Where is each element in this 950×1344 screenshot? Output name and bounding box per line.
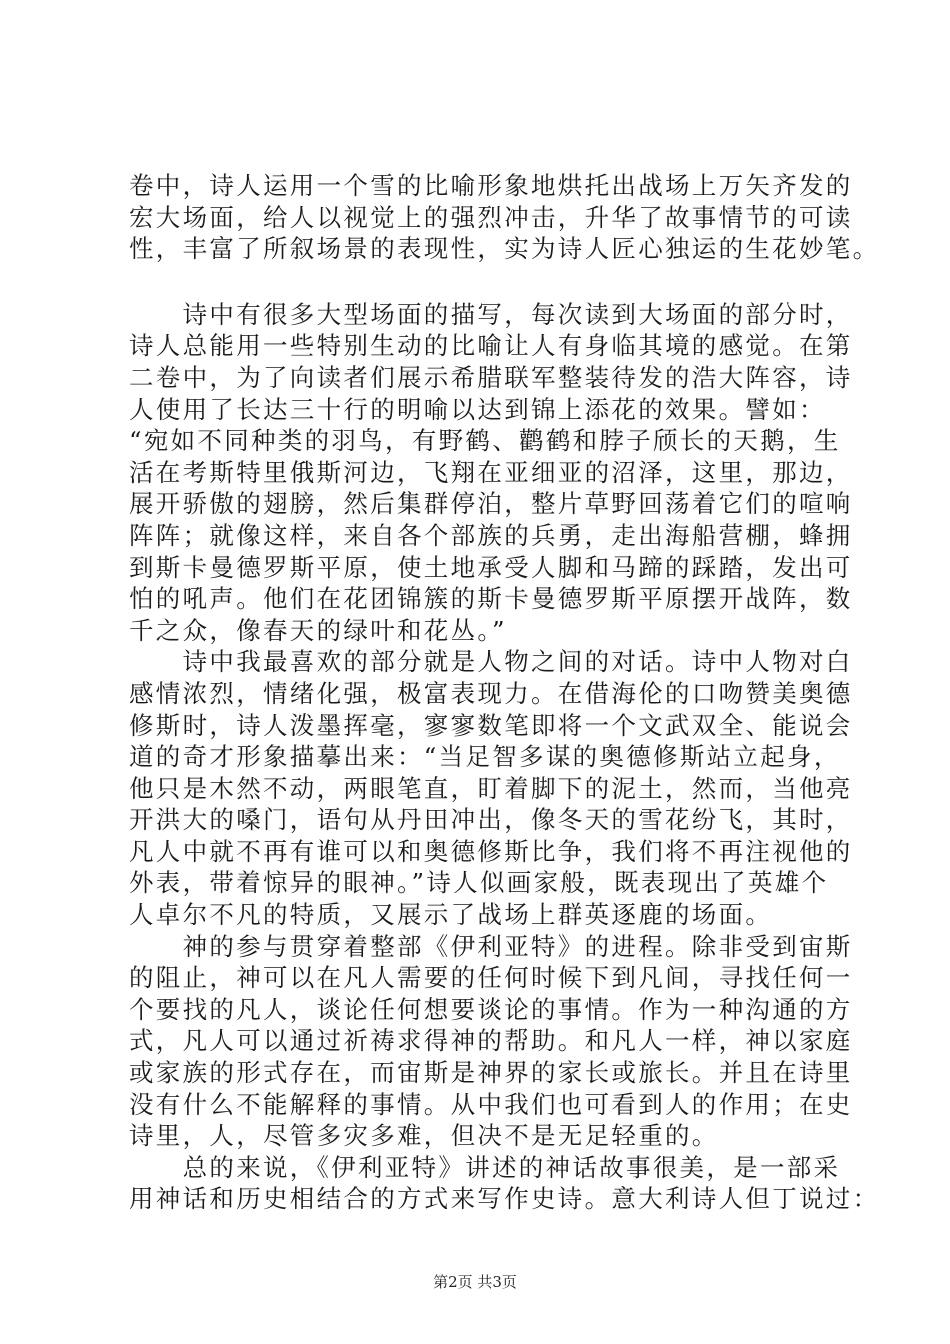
text-line: 或家族的形式存在，而宙斯是神界的家长或旅长。并且在诗里 xyxy=(129,1058,853,1088)
text-line: 诗人总能用一些特别生动的比喻让人有身临其境的感觉。在第 xyxy=(129,331,853,361)
text-line: 展开骄傲的翅膀，然后集群停泊，整片草野回荡着它们的喧响 xyxy=(129,489,853,519)
paragraph xyxy=(129,299,853,647)
text-line: 宏大场面，给人以视觉上的强烈冲击，升华了故事情节的可读 xyxy=(129,202,853,232)
text-line: 凡人中就不再有谁可以和奥德修斯比争，我们将不再注视他的 xyxy=(129,836,853,866)
paragraph xyxy=(129,646,853,930)
paragraph xyxy=(129,1152,880,1215)
text-line: 诗里，人，尽管多灾多难，但决不是无足轻重的。 xyxy=(129,1121,719,1151)
page-number-footer: 第2页 共3页 xyxy=(433,1273,517,1291)
text-line: 道的奇才形象描摹出来：“当足智多谋的奥德修斯站立起身， xyxy=(129,742,841,772)
text-line: 卷中，诗人运用一个雪的比喻形象地烘托出战场上万矢齐发的 xyxy=(129,171,853,200)
text-line: 诗中我最喜欢的部分就是人物之间的对话。诗中人物对白 xyxy=(129,647,853,677)
text-line: 式，凡人可以通过祈祷求得神的帮助。和凡人一样，神以家庭 xyxy=(129,1026,853,1056)
text-line: 修斯时，诗人泼墨挥毫，寥寥数笔即将一个文武双全、能说会 xyxy=(129,710,853,740)
text-line: 神的参与贯穿着整部《伊利亚特》的进程。除非受到宙斯 xyxy=(129,931,853,961)
text-line: 性，丰富了所叙场景的表现性，实为诗人匠心独运的生花妙笔。 xyxy=(129,234,880,264)
text-line: 总的来说，《伊利亚特》讲述的神话故事很美，是一部采 xyxy=(129,1152,841,1182)
text-line: 他只是木然不动，两眼笔直，盯着脚下的泥土，然而，当他亮 xyxy=(129,773,853,803)
paragraph xyxy=(129,170,880,265)
text-line: 千之众，像春天的绿叶和花丛。” xyxy=(129,615,507,645)
text-line: 人使用了长达三十行的明喻以达到锦上添花的效果。譬如： xyxy=(129,394,826,424)
text-line: 感情浓烈，情绪化强，极富表现力。在借海伦的口吻赞美奥德 xyxy=(129,678,853,708)
paragraph-gap xyxy=(129,265,839,299)
text-line: 怕的吼声。他们在花团锦簇的斯卡曼德罗斯平原摆开战阵，数 xyxy=(129,584,853,614)
text-line: “宛如不同种类的羽鸟，有野鹤、鹳鹤和脖子颀长的天鹅，生 xyxy=(129,426,841,456)
text-line: 到斯卡曼德罗斯平原，使土地承受人脚和马蹄的踩踏，发出可 xyxy=(129,552,853,582)
text-line: 个要找的凡人，谈论任何想要谈论的事情。作为一种沟通的方 xyxy=(129,994,853,1024)
text-line: 人卓尔不凡的特质，又展示了战场上群英逐鹿的场面。 xyxy=(129,900,773,930)
text-line: 外表，带着惊异的眼神。”诗人似画家般，既表现出了英雄个 xyxy=(129,868,829,898)
text-line: 活在考斯特里俄斯河边，飞翔在亚细亚的沼泽，这里，那边， xyxy=(129,457,853,487)
text-line: 阵阵；就像这样，来自各个部族的兵勇，走出海船营棚，蜂拥 xyxy=(129,520,853,550)
text-line: 二卷中，为了向读者们展示希腊联军整装待发的浩大阵容，诗 xyxy=(129,362,853,392)
text-line: 没有什么不能解释的事情。从中我们也可看到人的作用；在史 xyxy=(129,1089,853,1119)
text-line: 诗中有很多大型场面的描写，每次读到大场面的部分时， xyxy=(129,299,853,329)
text-line: 的阻止，神可以在凡人需要的任何时候下到凡间，寻找任何一 xyxy=(129,963,853,993)
text-line: 用神话和历史相结合的方式来写作史诗。意大利诗人但丁说过： xyxy=(129,1184,880,1214)
document-body xyxy=(129,170,880,1215)
text-line: 开洪大的嗓门，语句从丹田冲出，像冬天的雪花纷飞，其时， xyxy=(129,805,853,835)
paragraph xyxy=(129,931,853,1152)
